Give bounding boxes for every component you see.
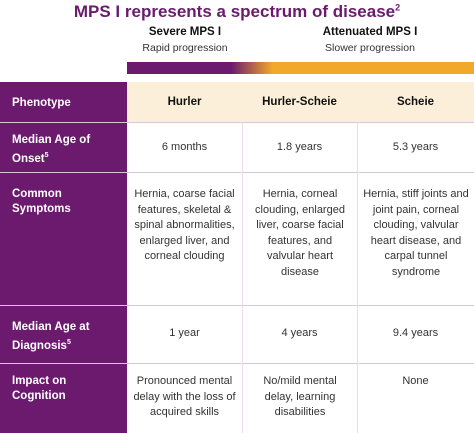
row-label-text: Common Symptoms [12,188,71,215]
spectrum-bar [127,62,474,74]
row-label-text: Median Age of Onset [12,134,91,165]
cell-cognition-scheie: None [402,375,429,387]
row-divider [0,172,474,173]
row-label-diagnosis [12,320,122,354]
row-divider [0,363,474,364]
attenuated-label: Attenuated MPS I [322,26,418,38]
row-label-onset [12,133,122,167]
cell-onset-hurler: 6 months [161,141,208,153]
phenotype-label: Phenotype [12,97,71,109]
row-label-footnote: 5 [44,152,49,159]
row-divider [0,122,474,123]
cell-onset-scheie: 5.3 years [392,141,439,153]
row-label-footnote: 5 [66,339,71,346]
severe-label: Severe MPS I [148,26,222,38]
page-title [0,2,474,22]
severe-heading [120,24,250,56]
row-divider [0,305,474,306]
title-footnote: 2 [395,2,401,13]
cell-cognition-hurler-scheie: No/mild mental delay, learning disabilities [263,375,337,418]
row-label-text: Median Age at Diagnosis [12,321,90,352]
cell-symptoms-hurler-scheie: Hernia, corneal clouding, enlarged liver, coarse facial features, and valvular heart disease [255,188,345,278]
title-text: MPS I represents a spectrum of disease [73,2,396,21]
cell-cognition-hurler: Pronounced mental delay with the loss of acquired skills [133,375,236,418]
severe-sub: Rapid progression [142,42,228,54]
column-scheie: Scheie [396,96,435,108]
cell-symptoms-hurler: Hernia, coarse facial features, skeletal & spinal abnormalities, enlarged liver, and corneal clouding [134,188,235,262]
cell-symptoms-scheie: Hernia, stiff joints and joint pain, corneal clouding, valvular heart disease, and carpal tunnel syndrome [363,188,469,278]
column-hurler-scheie: Hurler-Scheie [262,96,337,108]
row-label-symptoms [12,187,122,217]
row-label-cognition [12,374,122,404]
cell-onset-hurler-scheie: 1.8 years [276,141,323,153]
row-label-text: Impact on Cognition [12,375,67,402]
column-hurler: Hurler [167,96,202,108]
attenuated-sub: Slower progression [325,42,415,54]
cell-diagnosis-scheie: 9.4 years [392,327,439,339]
cell-diagnosis-hurler-scheie: 4 years [281,327,318,339]
cell-diagnosis-hurler: 1 year [169,327,200,339]
column-divider [242,122,243,433]
attenuated-heading [290,24,450,56]
